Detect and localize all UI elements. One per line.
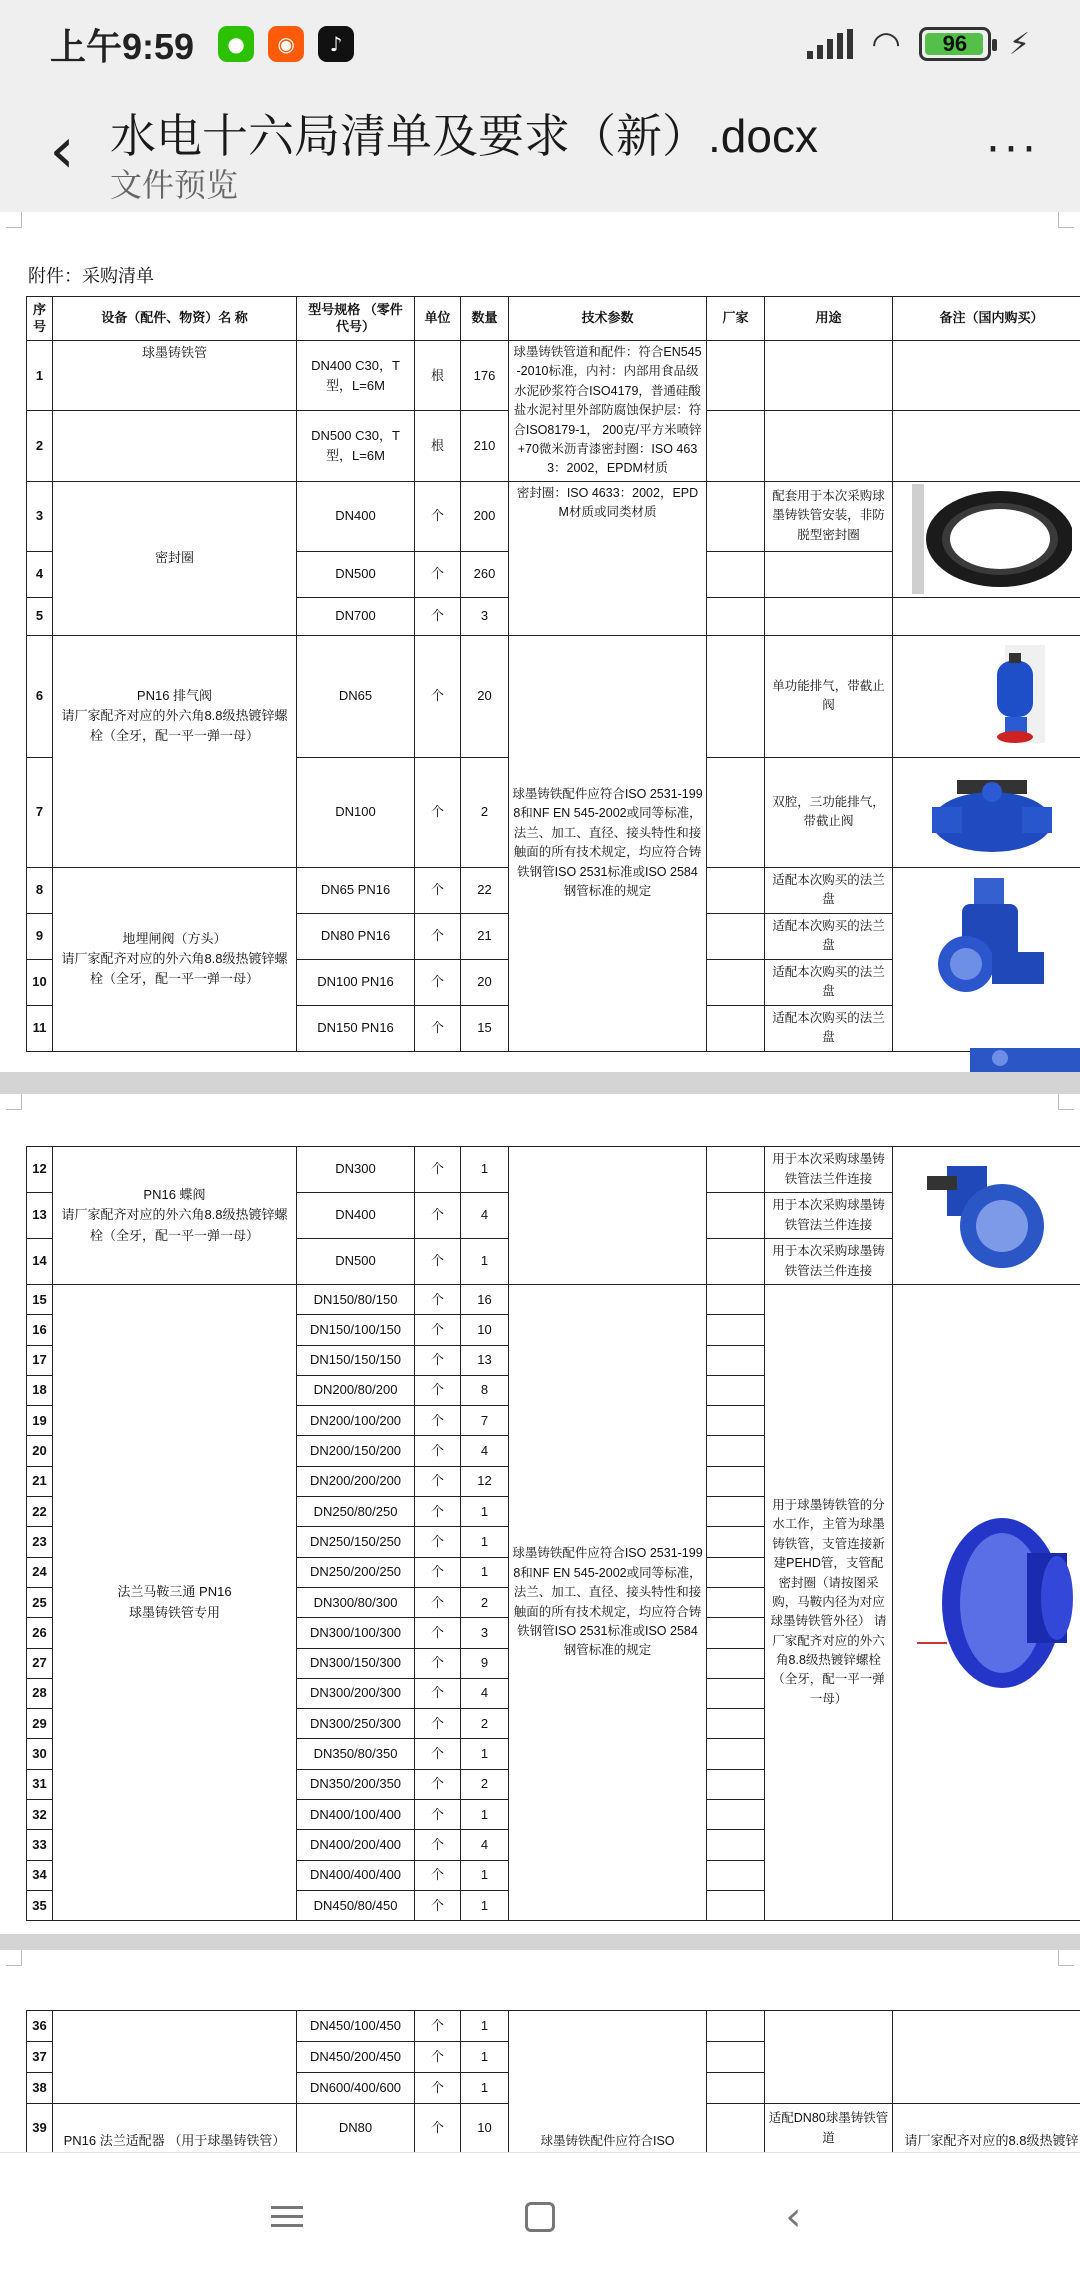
page-separator bbox=[0, 1072, 1080, 1094]
table-row: 2 DN500 C30，T型，L=6M 根 210 bbox=[27, 411, 1080, 481]
navigation-bar bbox=[0, 2152, 1080, 2280]
status-indicators bbox=[807, 24, 1030, 64]
tech-spec-pipe: 球墨铸铁管道和配件：符合EN545-2010标准，内衬：内部用食品级水泥砂浆符合ISO4179，普通硅酸盐水泥衬里外部防腐蚀保护层：符合ISO8179-1， 200克/平方米喷锌+70微米沥青漆密封圈：ISO 4633：2002，EPDM材质 bbox=[509, 341, 707, 482]
charging-icon: ⚡ bbox=[1008, 26, 1030, 62]
table-row: 32 DN400/100/400 个 1 bbox=[27, 1800, 1080, 1830]
header-cell: 技术参数 bbox=[509, 297, 707, 341]
header-cell: 设备（配件、物资）名 称 bbox=[53, 297, 297, 341]
tech-spec-seal: 密封圈：ISO 4633：2002，EPDM材质或同类材质 bbox=[509, 481, 707, 635]
document-page-2 bbox=[0, 1094, 1080, 1934]
procurement-table-page-2 bbox=[26, 1146, 1080, 1921]
document-page-3 bbox=[0, 1950, 1080, 2152]
table-row: 8 地埋闸阀（方头） 请厂家配齐对应的外六角8.8级热镀锌螺栓（全牙，配一平一弹一母） DN65 PN16 个 22 适配本次购买的法兰盘 bbox=[27, 867, 1080, 913]
use-adapter: 适配DN80球墨铸铁管道 bbox=[765, 2104, 893, 2153]
table-row: 7 DN100 个 2 双腔，三功能排气，带截止阀 bbox=[27, 757, 1080, 867]
use-flange: 适配本次购买的法兰盘 bbox=[765, 913, 893, 959]
wifi-icon: ◠ bbox=[871, 24, 901, 64]
table-row: 12 PN16 蝶阀 请厂家配齐对应的外六角8.8级热镀锌螺栓（全牙，配一平一弹一母） DN300 个 1 用于本次采购球墨铸铁管法兰件连接 bbox=[27, 1147, 1080, 1193]
item-name-butterfly-valve: PN16 蝶阀 请厂家配齐对应的外六角8.8级热镀锌螺栓（全牙，配一平一弹一母） bbox=[53, 1147, 297, 1285]
table-row: 28 DN300/200/300 个 4 bbox=[27, 1678, 1080, 1708]
table-row: 1 球墨铸铁管 DN400 C30，T型，L=6M 根 176 球墨铸铁管道和配件：符合EN545-2010标准，内衬：内部用食品级水泥砂浆符合ISO4179，普通硅酸盐水泥衬里外部防腐蚀保护层：符合ISO8179-1， 200克/平方米喷锌+70微米沥青漆密封圈：ISO 4633：2002，EPDM材质 bbox=[27, 341, 1080, 411]
item-name-adapter: PN16 法兰适配器 （用于球墨铸铁管） bbox=[53, 2104, 297, 2153]
use-seal: 配套用于本次采购球墨铸铁管安装，非防脱型密封圈 bbox=[765, 481, 893, 551]
table-row: 9 DN80 PN16 个 21 适配本次购买的法兰盘 bbox=[27, 913, 1080, 959]
document-preview[interactable] bbox=[0, 212, 1080, 2152]
table-row: 33 DN400/200/400 个 4 bbox=[27, 1830, 1080, 1860]
use-butterfly: 用于本次采购球墨铸铁管法兰件连接 bbox=[765, 1147, 893, 1193]
home-icon bbox=[525, 2202, 555, 2232]
tech-spec-fittings: 球墨铸铁配件应符合ISO 2531-1998和NF EN 545-2002或同等标准，法兰、加工、直径、接头特性和接触面的所有技术规定，均应符合铸铁钢管ISO 2531标准或ISO 2584钢管标准的规定 bbox=[509, 635, 707, 1051]
air-valve-image bbox=[893, 635, 1080, 757]
header-cell: 单位 bbox=[415, 297, 461, 341]
item-name-pipe: 球墨铸铁管 bbox=[53, 341, 297, 411]
table-row: 24 DN250/200/250 个 1 bbox=[27, 1557, 1080, 1587]
use-flange: 适配本次购买的法兰盘 bbox=[765, 1005, 893, 1051]
table-row: 16 DN150/100/150 个 10 bbox=[27, 1315, 1080, 1345]
table-row: 26 DN300/100/300 个 3 bbox=[27, 1618, 1080, 1648]
header-cell: 型号规格 （零件 代号） bbox=[297, 297, 415, 341]
table-row: 38 DN600/400/600 个 1 bbox=[27, 2073, 1080, 2104]
header-cell: 序号 bbox=[27, 297, 53, 341]
table-row: 15 法兰马鞍三通 PN16 球墨铸铁管专用 DN150/80/150 个 16 球墨铸铁配件应符合ISO 2531-1998和NF EN 545-2002或同等标准，法兰、加工、直径、接头特性和接触面的所有技术规定，均应符合铸铁钢管ISO 2531标准或ISO 2584钢管标准的规定 用于球墨铸铁管的分水工作，主管为球墨铸铁管，支管连接新建PEHD管，支管配密封圈（请按图采购，马鞍内径为对应球墨铸铁管外径） 请厂家配齐对应的外六角8.8级热镀锌螺栓（全牙，配一平一弹一母） bbox=[27, 1285, 1080, 1315]
document-subtitle: 文件预览 bbox=[110, 167, 239, 203]
table-row: 6 PN16 排气阀 请厂家配齐对应的外六角8.8级热镀锌螺栓（全牙，配一平一弹一母） DN65 个 20 球墨铸铁配件应符合ISO 2531-1998和NF EN 545-2002或同等标准，法兰、加工、直径、接头特性和接触面的所有技术规定，均应符合铸铁钢管ISO 2531标准或ISO 2584钢管标准的规定 单功能排气，带截止阀 bbox=[27, 635, 1080, 757]
more-options-button[interactable]: ··· bbox=[986, 124, 1040, 175]
use-air-valve-1: 单功能排气，带截止阀 bbox=[765, 635, 893, 757]
table-row: 18 DN200/80/200 个 8 bbox=[27, 1375, 1080, 1405]
butterfly-valve-image bbox=[893, 1147, 1080, 1285]
use-butterfly: 用于本次采购球墨铸铁管法兰件连接 bbox=[765, 1239, 893, 1285]
table-row: 19 DN200/100/200 个 7 bbox=[27, 1406, 1080, 1436]
remark-adapter: 请厂家配齐对应的8.8级热镀锌 bbox=[893, 2104, 1080, 2153]
signal-icon bbox=[807, 29, 853, 59]
table-row: 13 DN400 个 4 用于本次采购球墨铸铁管法兰件连接 bbox=[27, 1193, 1080, 1239]
use-flange: 适配本次购买的法兰盘 bbox=[765, 867, 893, 913]
table-row: 4 DN500 个 260 bbox=[27, 551, 1080, 597]
table-header-row bbox=[27, 297, 1080, 341]
table-row: 35 DN450/80/450 个 1 bbox=[27, 1890, 1080, 1920]
battery-icon bbox=[919, 27, 991, 61]
annex-label: 附件：采购清单 bbox=[28, 266, 154, 286]
item-name-air-valve: PN16 排气阀 请厂家配齐对应的外六角8.8级热镀锌螺栓（全牙，配一平一弹一母） bbox=[53, 635, 297, 867]
header-cell: 数量 bbox=[461, 297, 509, 341]
seal-ring-image bbox=[893, 481, 1080, 597]
document-title: 水电十六局清单及要求（新）.docx bbox=[110, 110, 818, 162]
back-button[interactable]: ‹ bbox=[49, 114, 75, 188]
table-row: 36 DN450/100/450 个 1 球墨铸铁配件应符合ISO bbox=[27, 2011, 1080, 2042]
use-air-valve-2: 双腔，三功能排气，带截止阀 bbox=[765, 757, 893, 867]
wechat-icon: ● bbox=[218, 26, 254, 62]
table-row: 21 DN200/200/200 个 12 bbox=[27, 1466, 1080, 1496]
use-saddle: 用于球墨铸铁管的分水工作，主管为球墨铸铁管，支管连接新建PEHD管，支管配密封圈（请按图采购，马鞍内径为对应球墨铸铁管外径） 请厂家配齐对应的外六角8.8级热镀锌螺栓（全牙，配一平一弹一母） bbox=[765, 1285, 893, 1921]
table-row: 30 DN350/80/350 个 1 bbox=[27, 1739, 1080, 1769]
header-cell: 备注（国内购买） bbox=[893, 297, 1080, 341]
butterfly-valve-image-clipped bbox=[970, 1042, 1080, 1072]
header-cell: 用途 bbox=[765, 297, 893, 341]
kuaishou-icon: ◉ bbox=[268, 26, 304, 62]
table-row: 37 DN450/200/450 个 1 bbox=[27, 2042, 1080, 2073]
table-row: 23 DN250/150/250 个 1 bbox=[27, 1527, 1080, 1557]
table-row: 10 DN100 PN16 个 20 适配本次购买的法兰盘 bbox=[27, 959, 1080, 1005]
battery-level: 96 bbox=[942, 31, 968, 56]
procurement-table-page-3 bbox=[26, 2010, 1080, 2152]
tiktok-icon: ♪ bbox=[318, 26, 354, 62]
tech-spec-adapter: 球墨铸铁配件应符合ISO bbox=[509, 2011, 707, 2153]
table-row: 14 DN500 个 1 用于本次采购球墨铸铁管法兰件连接 bbox=[27, 1239, 1080, 1285]
table-row: 22 DN250/80/250 个 1 bbox=[27, 1497, 1080, 1527]
table-row: 5 DN700 个 3 bbox=[27, 597, 1080, 635]
table-row: 31 DN350/200/350 个 2 bbox=[27, 1769, 1080, 1799]
nav-back-button[interactable]: ‹ bbox=[785, 2193, 802, 2240]
status-apps bbox=[218, 26, 354, 62]
status-time: 上午9:59 bbox=[50, 25, 195, 67]
menu-icon[interactable] bbox=[252, 2182, 322, 2252]
title-bar bbox=[0, 88, 1080, 212]
use-butterfly: 用于本次采购球墨铸铁管法兰件连接 bbox=[765, 1193, 893, 1239]
use-flange: 适配本次购买的法兰盘 bbox=[765, 959, 893, 1005]
tech-spec-saddle: 球墨铸铁配件应符合ISO 2531-1998和NF EN 545-2002或同等标准，法兰、加工、直径、接头特性和接触面的所有技术规定，均应符合铸铁钢管ISO 2531标准或ISO 2584钢管标准的规定 bbox=[509, 1285, 707, 1921]
page-separator bbox=[0, 1934, 1080, 1950]
table-row: 3 密封圈 DN400 个 200 密封圈：ISO 4633：2002，EPDM材质或同类材质 配套用于本次采购球墨铸铁管安装，非防脱型密封圈 bbox=[27, 481, 1080, 551]
table-row: 27 DN300/150/300 个 9 bbox=[27, 1648, 1080, 1678]
table-row: 39 PN16 法兰适配器 （用于球墨铸铁管） DN80 个 10 适配DN80球墨铸铁管道 请厂家配齐对应的8.8级热镀锌 bbox=[27, 2104, 1080, 2153]
table-row: 11 DN150 PN16 个 15 适配本次购买的法兰盘 bbox=[27, 1005, 1080, 1051]
document-page-1 bbox=[0, 212, 1080, 1072]
item-name-saddle-tee: 法兰马鞍三通 PN16 球墨铸铁管专用 bbox=[53, 1285, 297, 1921]
table-row: 25 DN300/80/300 个 2 bbox=[27, 1587, 1080, 1617]
table-row: 17 DN150/150/150 个 13 bbox=[27, 1345, 1080, 1375]
status-bar bbox=[0, 0, 1080, 88]
home-button[interactable] bbox=[505, 2182, 575, 2252]
header-cell: 厂家 bbox=[707, 297, 765, 341]
procurement-table-page-1 bbox=[26, 296, 1080, 1052]
item-name-seal: 密封圈 bbox=[53, 481, 297, 635]
table-row: 29 DN300/250/300 个 2 bbox=[27, 1709, 1080, 1739]
table-row: 34 DN400/400/400 个 1 bbox=[27, 1860, 1080, 1890]
saddle-tee-image bbox=[893, 1285, 1080, 1921]
double-air-valve-image bbox=[893, 757, 1080, 867]
item-name-gate-valve: 地埋闸阀（方头） 请厂家配齐对应的外六角8.8级热镀锌螺栓（全牙，配一平一弹一母） bbox=[53, 867, 297, 1051]
gate-valve-image bbox=[893, 867, 1080, 1051]
table-row: 20 DN200/150/200 个 4 bbox=[27, 1436, 1080, 1466]
